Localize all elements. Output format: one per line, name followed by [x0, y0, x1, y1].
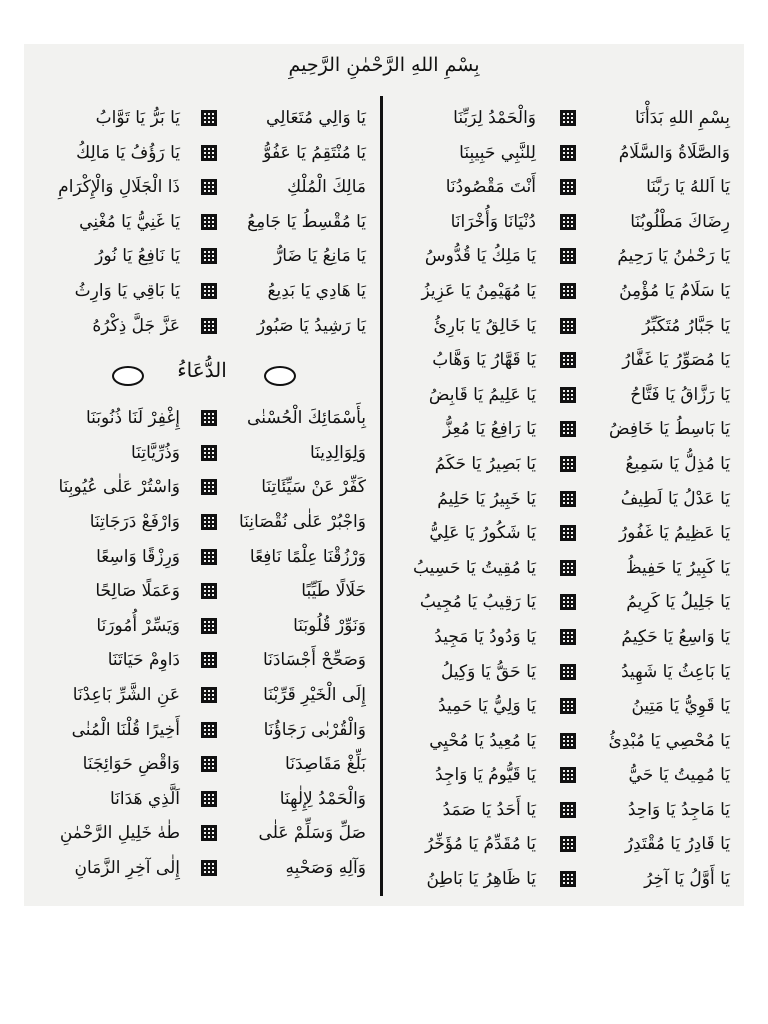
verse-first-half: يَا هَادِي يَا بَدِيعُ [267, 280, 366, 301]
ornament-separator-icon [560, 248, 576, 264]
verse-second-half: يَا قَيُّومُ يَا وَاجِدُ [435, 765, 536, 786]
verse-first-half: وَنَوِّرْ قُلُوبَنَا [293, 615, 366, 636]
verse-first-half: وَصَحِّحْ أَجْسَادَنَا [262, 650, 366, 671]
verse-line [24, 437, 380, 472]
ornament-separator-icon [560, 698, 576, 714]
verse-line [384, 725, 744, 760]
verse-second-half: يَا رَقِيبُ يَا مُجِيبُ [419, 592, 536, 613]
verse-first-half: يَا مُنْتَقِمُ يَا عَفُوُّ [263, 142, 366, 163]
verse-second-half: يَا رَؤُفُ يَا مَالِكُ [76, 142, 180, 163]
verse-first-half: وَاجْبُرْ عَلٰى نُقْصَانِنَا [239, 511, 366, 532]
ornament-separator-icon [560, 836, 576, 852]
verse-second-half: وَيَسِّرْ أُمُورَنَا [96, 615, 180, 636]
verse-second-half: يَا ظَاهِرُ يَا بَاطِنُ [426, 869, 536, 890]
verse-first-half: يَا مُحْصِي يَا مُبْدِئُ [608, 730, 730, 751]
verse-first-half: يَا مُذِلُّ يَا سَمِيعُ [625, 453, 730, 474]
ornament-separator-icon [560, 871, 576, 887]
dua-heading-block [24, 344, 380, 402]
verse-first-half: يَا قَوِيُّ يَا مَتِينُ [631, 696, 730, 717]
verse-line [384, 794, 744, 829]
verse-first-half: يَا رَزَّاقُ يَا فَتَّاحُ [630, 384, 730, 405]
ornament-separator-icon [201, 756, 217, 772]
verse-line [24, 783, 380, 818]
verse-line [384, 517, 744, 552]
verse-second-half: وَرِزْقًا وَاسِعًا [96, 546, 180, 567]
verse-line [24, 402, 380, 437]
verse-line [24, 471, 380, 506]
verse-line [384, 206, 744, 241]
ornament-separator-icon [560, 664, 576, 680]
ornament-separator-icon [560, 145, 576, 161]
verse-line [24, 506, 380, 541]
ornament-separator-icon [560, 491, 576, 507]
verse-first-half: وَآلِهِ وَصَحْبِهِ [285, 857, 366, 878]
verse-line [24, 541, 380, 576]
verse-line [384, 448, 744, 483]
verse-first-half: يَا كَبِيرُ يَا حَفِيظُ [625, 557, 730, 578]
verse-second-half: يَا وَلِيُّ يَا حَمِيدُ [438, 696, 536, 717]
verse-first-half: وَرْزُقْنَا عِلْمًا نَافِعًا [249, 546, 366, 567]
verse-second-half: يَا بَصِيرُ يَا حَكَمُ [434, 453, 536, 474]
verse-second-half: يَا أَحَدُ يَا صَمَدُ [442, 799, 536, 820]
ornament-separator-icon [560, 456, 576, 472]
left-column-names [24, 102, 380, 344]
ornament-separator-icon [201, 791, 217, 807]
verse-first-half: رِضَاكَ مَطْلُوبُنَا [630, 211, 730, 232]
verse-line [384, 656, 744, 691]
ornament-separator-icon [201, 479, 217, 495]
ornament-separator-icon [560, 733, 576, 749]
verse-first-half: يَا وَالِي مُتَعَالِي [266, 108, 366, 128]
verse-line [24, 240, 380, 275]
ornament-separator-icon [560, 802, 576, 818]
verse-second-half: يَا رَافِعُ يَا مُعِزُّ [443, 419, 536, 440]
verse-second-half: أَنْتَ مَقْصُودُنَا [445, 177, 536, 198]
verse-first-half: يَا بَاسِطُ يَا خَافِضُ [609, 419, 730, 440]
verse-line [384, 379, 744, 414]
ornament-separator-icon [201, 652, 217, 668]
ornament-separator-icon [560, 594, 576, 610]
verse-first-half: يَا مُمِيتُ يَا حَيُّ [628, 765, 730, 786]
verse-line [24, 748, 380, 783]
verse-second-half: وَاسْتُرْ عَلٰى عُيُوبِنَا [58, 477, 180, 498]
right-column [384, 102, 744, 898]
ornament-separator-icon [201, 687, 217, 703]
verse-line [24, 852, 380, 887]
verse-line [24, 137, 380, 172]
verse-line [24, 644, 380, 679]
verse-first-half: حَلَالًا طَيِّبًا [301, 581, 366, 602]
ornament-separator-icon [201, 618, 217, 634]
verse-second-half: يَا بَرُّ يَا تَوَّابُ [95, 108, 180, 128]
verse-second-half: يَا وَدُودُ يَا مَجِيدُ [434, 626, 536, 647]
verse-second-half: عَنِ الشَّرِّ بَاعِدْنَا [72, 684, 180, 705]
verse-first-half: يَا عَدْلُ يَا لَطِيفُ [620, 488, 730, 509]
ornament-separator-icon [560, 179, 576, 195]
verse-line [384, 759, 744, 794]
ornament-separator-icon [201, 110, 217, 126]
document-page [24, 44, 744, 906]
verse-second-half: عَزَّ جَلَّ ذِكْرُهُ [92, 315, 180, 336]
ornament-separator-icon [201, 583, 217, 599]
verse-first-half: صَلِّ وَسَلِّمْ عَلٰى [258, 823, 366, 844]
verse-first-half: كَفِّرْ عَنْ سَيِّئَاتِنَا [261, 477, 366, 498]
verse-line [24, 679, 380, 714]
verse-first-half: يَا مُقْسِطُ يَا جَامِعُ [247, 211, 366, 232]
verse-line [384, 310, 744, 345]
verse-first-half: يَا اَللهُ يَا رَبَّنَا [646, 177, 730, 198]
verse-line [384, 828, 744, 863]
verse-second-half: لِلنَّبِي حَبِيبِنَا [459, 142, 536, 163]
verse-line [384, 621, 744, 656]
verse-first-half: يَا رَشِيدُ يَا صَبُورُ [256, 315, 366, 336]
verse-line [384, 344, 744, 379]
ornament-separator-icon [201, 722, 217, 738]
verse-line [384, 483, 744, 518]
ornament-separator-icon [201, 825, 217, 841]
verse-first-half: يَا جَبَّارُ مُتَكَبِّرُ [642, 315, 730, 336]
dua-heading: الدُّعَاءُ [177, 358, 227, 383]
ornament-separator-icon [560, 318, 576, 334]
verse-first-half: وَلِوَالِدِينَا [309, 442, 366, 463]
verse-first-half: بِأَسْمَائِكَ الْحُسْنٰى [247, 408, 366, 429]
ornament-separator-icon [201, 145, 217, 161]
ornament-separator-icon [560, 629, 576, 645]
ornament-separator-icon [201, 214, 217, 230]
ornament-separator-icon [201, 860, 217, 876]
verse-second-half: يَا مُهَيْمِنُ يَا عَزِيزُ [421, 280, 536, 301]
column-divider [380, 96, 383, 896]
page-title: بِسْمِ اللهِ الرَّحْمٰنِ الرَّحِيمِ [288, 54, 480, 76]
verse-line [384, 863, 744, 898]
ornament-separator-icon [560, 560, 576, 576]
verse-line [24, 610, 380, 645]
ornament-separator-icon [560, 767, 576, 783]
verse-second-half: يَا شَكُورُ يَا عَلِيُّ [429, 523, 536, 544]
verse-second-half: يَا عَلِيمُ يَا قَابِضُ [428, 384, 536, 405]
left-column-dua [24, 402, 380, 886]
verse-first-half: بِسْمِ اللهِ بَدَأْنَا [635, 108, 730, 128]
verse-second-half: إِغْفِرْ لَنَا ذُنُوبَنَا [85, 408, 180, 429]
verse-first-half: يَا قَادِرُ يَا مُقْتَدِرُ [624, 834, 730, 855]
verse-second-half: يَا قَهَّارُ يَا وَهَّابُ [432, 350, 536, 371]
verse-second-half: يَا مَلِكُ يَا قُدُّوسُ [424, 246, 536, 267]
ornament-separator-icon [201, 318, 217, 334]
verse-line [24, 171, 380, 206]
verse-first-half: يَا سَلَامُ يَا مُؤْمِنُ [619, 280, 730, 301]
verse-second-half: ذَا الْجَلَالِ وَالْإِكْرَامِ [58, 177, 180, 198]
verse-first-half: يَا عَظِيمُ يَا غَفُورُ [618, 523, 730, 544]
verse-second-half: يَا بَاقِي يَا وَارِثُ [74, 280, 180, 301]
verse-second-half: إِلٰى آخِرِ الزَّمَانِ [74, 857, 180, 878]
verse-line [384, 690, 744, 725]
verse-line [384, 137, 744, 172]
verse-first-half: بَلِّغْ مَقَاصِدَنَا [285, 754, 366, 775]
ornament-separator-icon [560, 525, 576, 541]
verse-first-half: وَالْقُرْبٰى رَجَاؤُنَا [263, 719, 366, 740]
verse-second-half: دُنْيَانَا وَأُخْرَانَا [450, 211, 536, 232]
verse-first-half: يَا بَاعِثُ يَا شَهِيدُ [621, 661, 730, 682]
verse-second-half: وَاقْضِ حَوَائِجَنَا [82, 754, 180, 775]
verse-line [384, 102, 744, 137]
ornament-separator-icon [560, 283, 576, 299]
verse-line [384, 240, 744, 275]
verse-first-half: يَا وَاسِعُ يَا حَكِيمُ [621, 626, 730, 647]
verse-second-half: دَاوِمْ حَيَاتَنَا [107, 650, 180, 671]
ornament-separator-icon [201, 514, 217, 530]
verse-second-half: يَا مُقَدِّمُ يَا مُؤَخِّرُ [425, 834, 536, 855]
ornament-right-icon [264, 366, 296, 386]
verse-line [24, 714, 380, 749]
verse-second-half: طٰهٰ خَلِيلِ الرَّحْمٰنِ [59, 823, 180, 844]
verse-second-half: يَا غَنِيُّ يَا مُغْنِي [79, 211, 180, 232]
ornament-separator-icon [201, 445, 217, 461]
verse-first-half: إِلَى الْخَيْرِ قَرِّبْنَا [263, 684, 366, 705]
verse-first-half: يَا مُصَوِّرُ يَا غَفَّارُ [622, 350, 730, 371]
ornament-separator-icon [560, 421, 576, 437]
ornament-separator-icon [201, 283, 217, 299]
ornament-separator-icon [201, 248, 217, 264]
verse-second-half: وَارْفَعْ دَرَجَاتِنَا [89, 511, 180, 532]
verse-first-half: يَا رَحْمٰنُ يَا رَحِيمُ [617, 246, 730, 267]
ornament-separator-icon [560, 110, 576, 126]
verse-second-half: يَا مُعِيدُ يَا مُحْيِي [429, 730, 536, 751]
verse-line [24, 575, 380, 610]
verse-first-half: يَا أَوَّلُ يَا آخِرُ [644, 869, 730, 890]
verse-second-half: يَا خَالِقُ يَا بَارِئُ [433, 315, 536, 336]
ornament-separator-icon [560, 387, 576, 403]
verse-second-half: يَا مُقِيتُ يَا حَسِيبُ [412, 557, 536, 578]
verse-second-half: وَعَمَلًا صَالِحًا [95, 581, 180, 602]
verse-line [384, 586, 744, 621]
verse-first-half: مَالِكَ الْمُلْكِ [287, 177, 366, 198]
verse-second-half: أَخِيرًا قُلْنَا الْمُنٰى [71, 719, 180, 740]
verse-line [384, 171, 744, 206]
verse-line [384, 275, 744, 310]
verse-second-half: يَا خَبِيرُ يَا حَلِيمُ [437, 488, 536, 509]
verse-line [24, 206, 380, 241]
verse-line [24, 102, 380, 137]
ornament-separator-icon [201, 549, 217, 565]
ornament-separator-icon [560, 214, 576, 230]
verse-second-half: اَلَّذِي هَدَانَا [109, 788, 180, 809]
verse-line [24, 817, 380, 852]
ornament-separator-icon [560, 352, 576, 368]
verse-first-half: يَا مَاجِدُ يَا وَاحِدُ [627, 799, 730, 820]
verse-second-half: يَا حَقُّ يَا وَكِيلُ [440, 661, 536, 682]
verse-first-half: وَالْحَمْدُ لِإِلٰهِنَا [279, 788, 366, 809]
verse-first-half: يَا جَلِيلُ يَا كَرِيمُ [626, 592, 730, 613]
verse-second-half: يَا نَافِعُ يَا نُورُ [95, 246, 180, 267]
verse-first-half: يَا مَانِعُ يَا ضَارُّ [274, 246, 366, 267]
verse-second-half: وَذُرِّيَّاتِنَا [131, 442, 180, 463]
ornament-separator-icon [201, 179, 217, 195]
ornament-separator-icon [201, 410, 217, 426]
verse-line [24, 275, 380, 310]
verse-line [384, 413, 744, 448]
verse-second-half: وَالْحَمْدُ لِرَبِّنَا [453, 108, 536, 128]
left-column [24, 102, 380, 886]
verse-line [24, 310, 380, 345]
verse-line [384, 552, 744, 587]
verse-first-half: وَالصَّلَاةُ وَالسَّلَامُ [618, 142, 730, 163]
